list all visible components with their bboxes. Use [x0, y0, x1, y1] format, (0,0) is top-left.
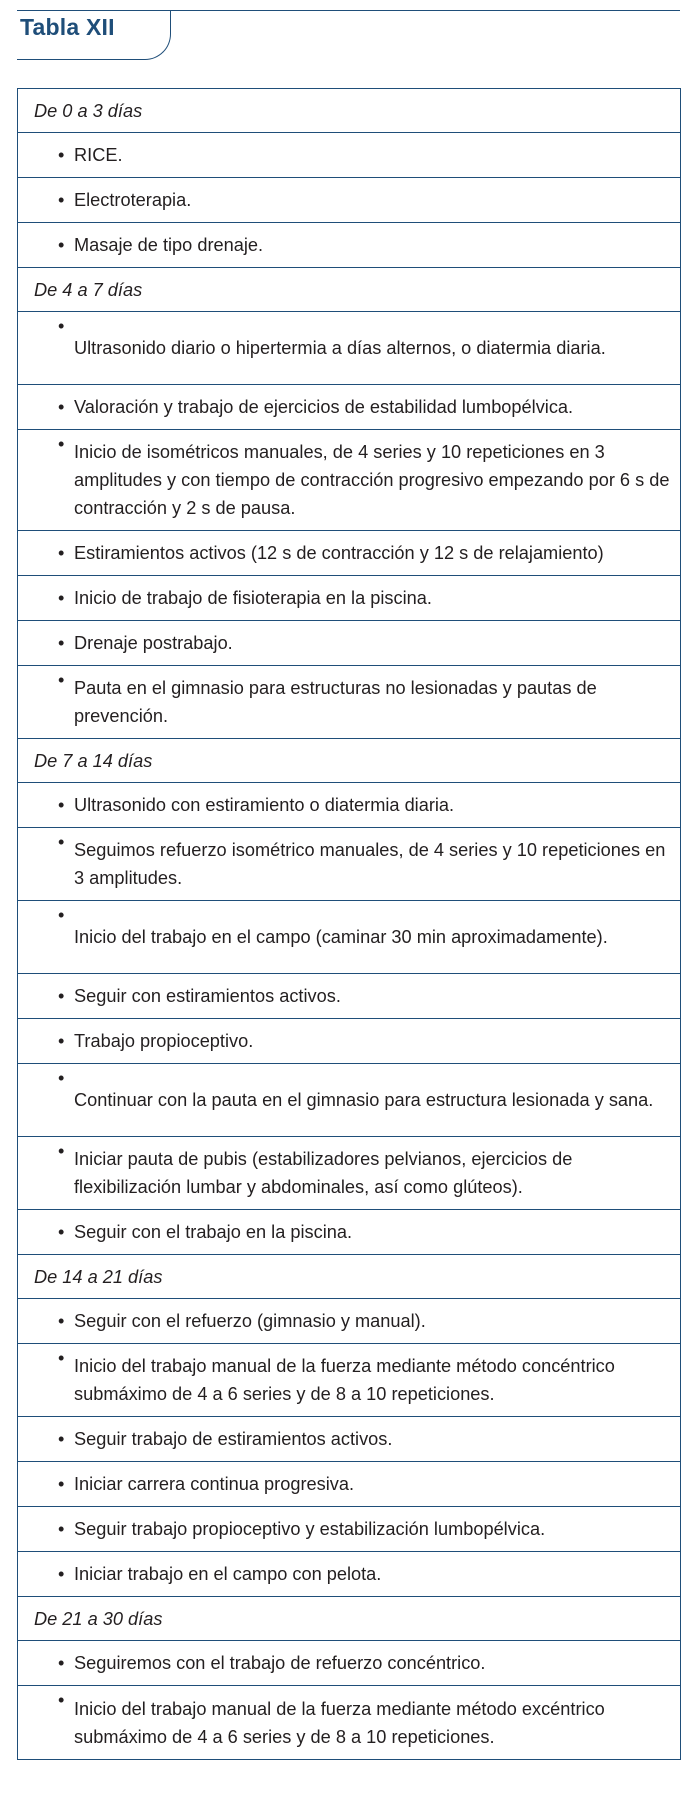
list-item: • Seguir trabajo de estiramientos activos. — [18, 1417, 680, 1462]
section-heading: De 21 a 30 días — [18, 1597, 680, 1641]
list-item: • Inicio del trabajo manual de la fuerza mediante método concéntrico submáximo de 4 a 6 series y de 8 a 10 repeticiones. — [18, 1344, 680, 1417]
list-item: • Ultrasonido diario o hipertermia a días alternos, o diatermia diaria. — [18, 312, 680, 385]
bullet-icon: • — [58, 1222, 65, 1242]
bullet-icon: • — [58, 588, 65, 608]
list-item: • Seguir trabajo propioceptivo y estabilización lumbopélvica. — [18, 1507, 680, 1552]
bullet-icon: • — [58, 986, 65, 1006]
bullet-icon: • — [58, 905, 65, 925]
list-item: • Iniciar carrera continua progresiva. — [18, 1462, 680, 1507]
phase-table — [17, 88, 681, 1760]
list-item: • Trabajo propioceptivo. — [18, 1019, 680, 1064]
list-item: • Seguimos refuerzo isométrico manuales, de 4 series y 10 repeticiones en 3 amplitudes. — [18, 828, 680, 901]
list-item: • Iniciar trabajo en el campo con pelota. — [18, 1552, 680, 1597]
bullet-icon: • — [58, 1348, 65, 1368]
table-title: Tabla XII — [20, 14, 115, 40]
bullet-icon: • — [58, 145, 65, 165]
bullet-icon: • — [58, 670, 65, 690]
bullet-icon: • — [58, 1311, 65, 1331]
list-item: • Drenaje postrabajo. — [18, 621, 680, 666]
bullet-icon: • — [58, 1519, 65, 1539]
bullet-icon: • — [58, 1429, 65, 1449]
list-item: • Masaje de tipo drenaje. — [18, 223, 680, 268]
bullet-icon: • — [58, 1031, 65, 1051]
section-heading: De 4 a 7 días — [18, 268, 680, 312]
list-item: • Pauta en el gimnasio para estructuras no lesionadas y pautas de prevención. — [18, 666, 680, 739]
bullet-icon: • — [58, 397, 65, 417]
list-item: • Seguir con el refuerzo (gimnasio y manual). — [18, 1299, 680, 1344]
list-item: • Continuar con la pauta en el gimnasio para estructura lesionada y sana. — [18, 1064, 680, 1137]
list-item: • Estiramientos activos (12 s de contracción y 12 s de relajamiento) — [18, 531, 680, 576]
bullet-icon: • — [58, 832, 65, 852]
bullet-icon: • — [58, 795, 65, 815]
list-item: • Inicio de isométricos manuales, de 4 series y 10 repeticiones en 3 amplitudes y con tiempo de contracción progresivo empezando por 6 s de contracción y 2 s de pausa. — [18, 430, 680, 531]
bullet-icon: • — [58, 543, 65, 563]
bullet-icon: • — [58, 1068, 65, 1088]
list-item: • Iniciar pauta de pubis (estabilizadores pelvianos, ejercicios de flexibilización lumbar y abdominales, así como glúteos). — [18, 1137, 680, 1210]
list-item: • Seguiremos con el trabajo de refuerzo concéntrico. — [18, 1641, 680, 1686]
list-item: • Seguir con el trabajo en la piscina. — [18, 1210, 680, 1255]
list-item: • Inicio del trabajo en el campo (caminar 30 min aproximadamente). — [18, 901, 680, 974]
bullet-icon: • — [58, 316, 65, 336]
list-item: • Ultrasonido con estiramiento o diatermia diaria. — [18, 783, 680, 828]
list-item: • Inicio de trabajo de fisioterapia en la piscina. — [18, 576, 680, 621]
bullet-icon: • — [58, 1690, 65, 1710]
bullet-icon: • — [58, 1564, 65, 1584]
bullet-icon: • — [58, 1141, 65, 1161]
bullet-icon: • — [58, 1474, 65, 1494]
list-item: • Electroterapia. — [18, 178, 680, 223]
bullet-icon: • — [58, 190, 65, 210]
list-item: • Inicio del trabajo manual de la fuerza mediante método excéntrico submáximo de 4 a 6 series y de 8 a 10 repeticiones. — [18, 1686, 680, 1759]
bullet-icon: • — [58, 633, 65, 653]
list-item: • Valoración y trabajo de ejercicios de estabilidad lumbopélvica. — [18, 385, 680, 430]
list-item: • Seguir con estiramientos activos. — [18, 974, 680, 1019]
bullet-icon: • — [58, 434, 65, 454]
bullet-icon: • — [58, 235, 65, 255]
list-item: • RICE. — [18, 133, 680, 178]
section-heading: De 0 a 3 días — [18, 89, 680, 133]
section-heading: De 14 a 21 días — [18, 1255, 680, 1299]
section-heading: De 7 a 14 días — [18, 739, 680, 783]
bullet-icon: • — [58, 1653, 65, 1673]
